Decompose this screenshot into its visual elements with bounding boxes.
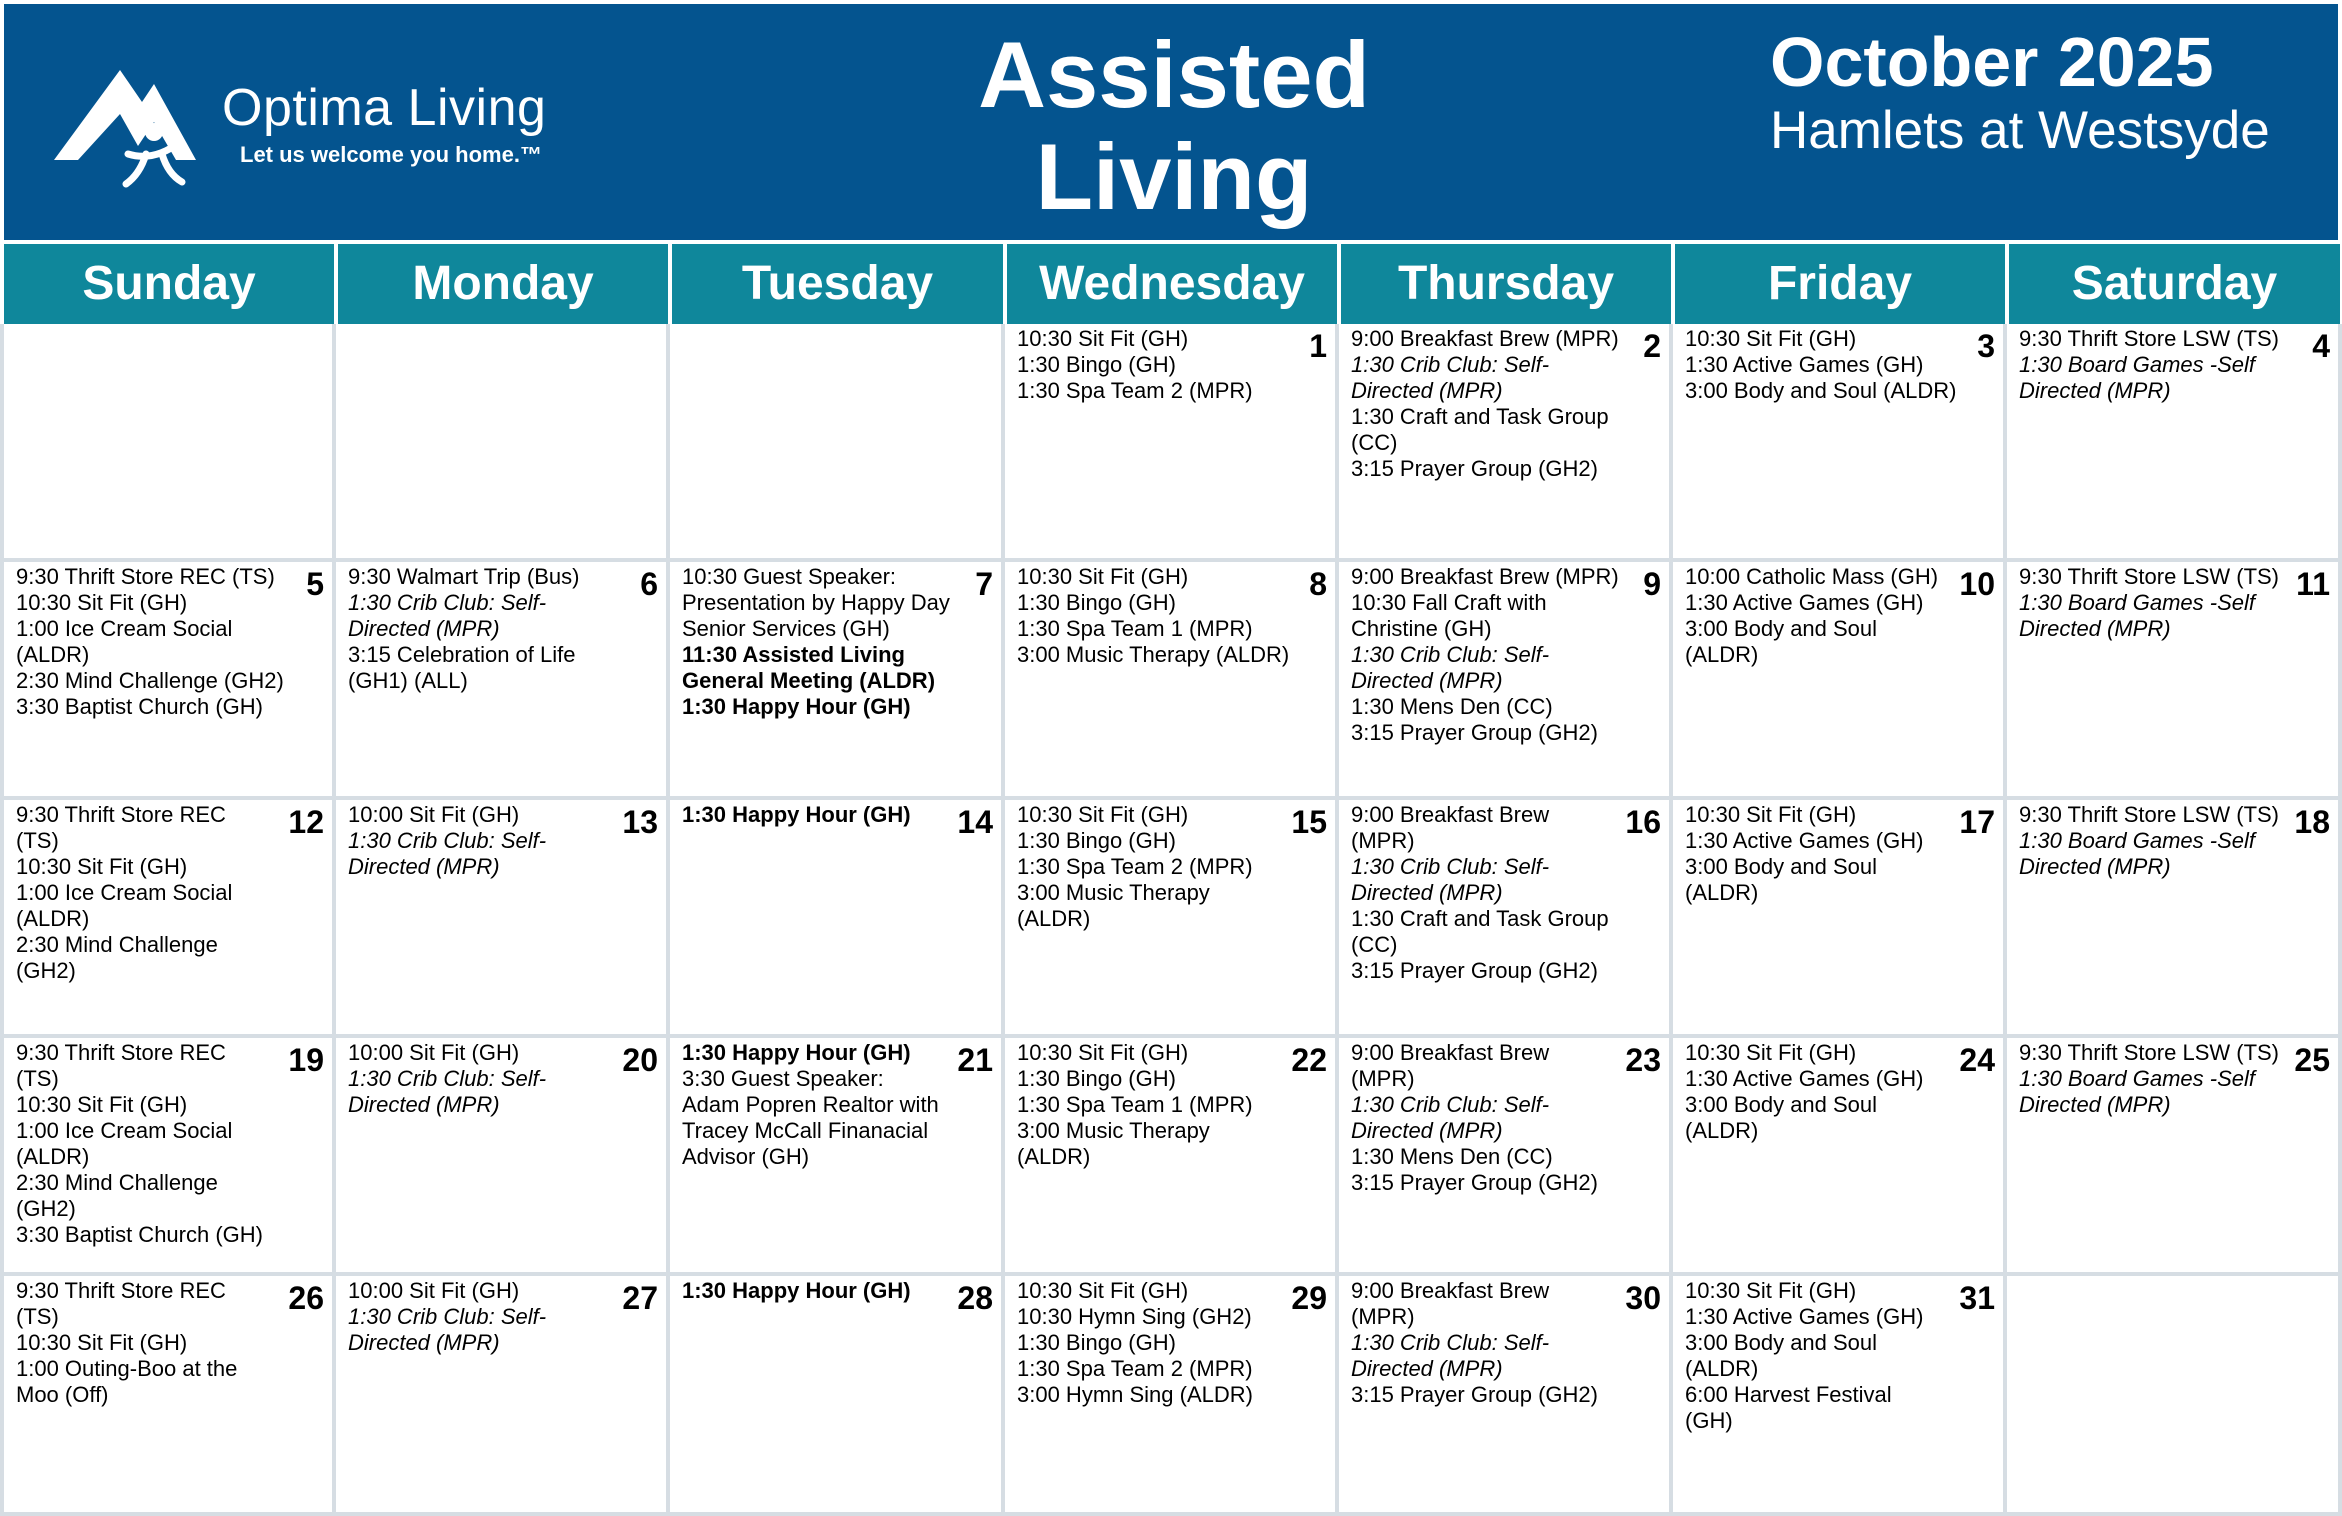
day-cell-4	[2007, 324, 2342, 562]
event-item: 10:30 Sit Fit (GH)	[1017, 326, 1189, 351]
event-item: 10:00 Sit Fit (GH)	[348, 1040, 520, 1065]
event-item: 2:30 Mind Challenge (GH2)	[16, 932, 218, 983]
event-item: 1:00 Ice Cream Social (ALDR)	[16, 1118, 233, 1169]
event-item: 1:30 Crib Club: Self- Directed (MPR)	[348, 1304, 547, 1355]
event-item: 3:00 Body and Soul (ALDR)	[1685, 854, 1878, 905]
day-number: 21	[957, 1042, 993, 1078]
day-cell-5	[0, 562, 336, 800]
event-item: 9:30 Thrift Store REC (TS)	[16, 564, 275, 589]
weekday-header-saturday: Saturday	[2009, 244, 2340, 324]
event-item: 9:00 Breakfast Brew (MPR)	[1351, 1040, 1550, 1091]
day-cell-26	[0, 1276, 336, 1516]
event-item: 1:30 Crib Club: Self- Directed (MPR)	[348, 1066, 547, 1117]
event-item: 1:30 Spa Team 1 (MPR)	[1017, 1092, 1253, 1117]
month-title: October 2025	[1770, 23, 2214, 101]
empty-day-cell	[2007, 1276, 2342, 1516]
day-number: 27	[622, 1280, 658, 1316]
day-number: 4	[2312, 328, 2330, 364]
event-item: 2:30 Mind Challenge (GH2)	[16, 668, 284, 693]
event-item: 3:15 Prayer Group (GH2)	[1351, 456, 1598, 481]
page-title	[874, 24, 1474, 228]
day-number: 6	[640, 566, 658, 602]
event-item: 3:15 Prayer Group (GH2)	[1351, 720, 1598, 745]
event-item: 10:30 Hymn Sing (GH2)	[1017, 1304, 1252, 1329]
event-item: 3:00 Music Therapy (ALDR)	[1017, 1118, 1210, 1169]
event-item: 3:30 Baptist Church (GH)	[16, 694, 263, 719]
event-list	[2019, 802, 2280, 880]
event-item: 10:30 Sit Fit (GH)	[1685, 802, 1857, 827]
weekday-header-monday: Monday	[338, 244, 668, 324]
day-cell-28	[670, 1276, 1005, 1516]
event-list	[1351, 564, 1629, 746]
day-number: 26	[288, 1280, 324, 1316]
day-cell-19	[0, 1038, 336, 1276]
day-number: 20	[622, 1042, 658, 1078]
empty-day-cell	[0, 324, 336, 562]
day-number: 22	[1291, 1042, 1327, 1078]
day-number: 28	[957, 1280, 993, 1316]
event-item: 2:30 Mind Challenge (GH2)	[16, 1170, 218, 1221]
event-item: 1:30 Bingo (GH)	[1017, 828, 1176, 853]
event-item: 10:00 Sit Fit (GH)	[348, 802, 520, 827]
event-list	[16, 1278, 274, 1408]
day-cell-21	[670, 1038, 1005, 1276]
page-title-line1: Assisted	[978, 22, 1370, 127]
event-list	[348, 802, 608, 880]
calendar-header	[4, 4, 2338, 240]
event-item: 1:30 Happy Hour (GH)	[682, 1278, 911, 1303]
event-item: 10:00 Sit Fit (GH)	[348, 1278, 520, 1303]
event-item: 1:30 Board Games -Self Directed (MPR)	[2019, 828, 2256, 879]
day-cell-25	[2007, 1038, 2342, 1276]
empty-day-cell	[336, 324, 670, 562]
day-number: 24	[1959, 1042, 1995, 1078]
weekday-header-sunday: Sunday	[4, 244, 334, 324]
event-list	[1017, 802, 1277, 932]
event-list	[1351, 802, 1611, 984]
event-list	[348, 564, 626, 694]
event-item: 1:30 Crib Club: Self- Directed (MPR)	[1351, 1092, 1550, 1143]
event-list	[1685, 326, 1963, 404]
event-item: 1:30 Bingo (GH)	[1017, 590, 1176, 615]
weekday-header-row	[0, 244, 2342, 324]
day-cell-23	[1339, 1038, 1673, 1276]
event-item: 9:30 Thrift Store REC (TS)	[16, 802, 226, 853]
empty-day-cell	[670, 324, 1005, 562]
event-item: 1:30 Board Games -Self Directed (MPR)	[2019, 352, 2256, 403]
event-item: 9:30 Thrift Store REC (TS)	[16, 1040, 226, 1091]
event-item: 10:30 Guest Speaker: Presentation by Happy Day Senior Services (GH)	[682, 564, 950, 641]
event-item: 1:30 Crib Club: Self- Directed (MPR)	[348, 590, 547, 641]
event-item: 1:30 Crib Club: Self- Directed (MPR)	[1351, 854, 1550, 905]
day-number: 8	[1309, 566, 1327, 602]
event-item: 3:30 Guest Speaker: Adam Popren Realtor with Tracey McCall Finanacial Advisor (GH)	[682, 1066, 939, 1169]
event-item: 11:30 Assisted Living General Meeting (ALDR)	[682, 642, 936, 693]
day-cell-16	[1339, 800, 1673, 1038]
event-item: 1:00 Ice Cream Social (ALDR)	[16, 616, 233, 667]
event-item: 1:30 Bingo (GH)	[1017, 1330, 1176, 1355]
event-item: 9:30 Thrift Store LSW (TS)	[2019, 802, 2280, 827]
event-list	[682, 564, 961, 720]
event-item: 1:30 Active Games (GH)	[1685, 828, 1924, 853]
event-list	[2019, 1040, 2280, 1118]
day-number: 5	[306, 566, 324, 602]
event-item: 9:30 Walmart Trip (Bus)	[348, 564, 580, 589]
event-item: 1:30 Crib Club: Self- Directed (MPR)	[348, 828, 547, 879]
day-number: 14	[957, 804, 993, 840]
event-item: 1:30 Craft and Task Group (CC)	[1351, 404, 1609, 455]
day-cell-27	[336, 1276, 670, 1516]
optima-living-logo-icon	[50, 62, 230, 192]
event-list	[1351, 1278, 1611, 1408]
event-item: 9:30 Thrift Store LSW (TS)	[2019, 326, 2280, 351]
event-item: 1:30 Spa Team 1 (MPR)	[1017, 616, 1253, 641]
event-list	[1351, 1040, 1611, 1196]
day-number: 2	[1643, 328, 1661, 364]
day-cell-18	[2007, 800, 2342, 1038]
event-item: 10:30 Sit Fit (GH)	[1017, 1278, 1189, 1303]
event-item: 10:30 Sit Fit (GH)	[16, 590, 188, 615]
event-item: 1:30 Happy Hour (GH)	[682, 694, 911, 719]
event-item: 1:30 Mens Den (CC)	[1351, 694, 1553, 719]
event-list	[1017, 326, 1295, 404]
day-number: 9	[1643, 566, 1661, 602]
day-number: 3	[1977, 328, 1995, 364]
day-number: 10	[1959, 566, 1995, 602]
event-item: 1:30 Happy Hour (GH)	[682, 1040, 911, 1065]
event-list	[2019, 326, 2298, 404]
day-cell-3	[1673, 324, 2007, 562]
event-list	[682, 1278, 943, 1304]
event-item: 3:00 Hymn Sing (ALDR)	[1017, 1382, 1253, 1407]
event-item: 3:30 Baptist Church (GH)	[16, 1222, 263, 1247]
event-item: 1:30 Mens Den (CC)	[1351, 1144, 1553, 1169]
event-list	[1685, 1278, 1945, 1434]
day-cell-2	[1339, 324, 1673, 562]
event-item: 1:30 Crib Club: Self- Directed (MPR)	[1351, 642, 1550, 693]
event-list	[348, 1278, 608, 1356]
event-list	[348, 1040, 608, 1118]
event-list	[1017, 564, 1295, 668]
event-item: 9:00 Breakfast Brew (MPR)	[1351, 326, 1619, 351]
day-cell-31	[1673, 1276, 2007, 1516]
day-cell-13	[336, 800, 670, 1038]
day-cell-12	[0, 800, 336, 1038]
event-item: 10:30 Fall Craft with Christine (GH)	[1351, 590, 1547, 641]
event-item: 9:30 Thrift Store REC (TS)	[16, 1278, 226, 1329]
day-number: 16	[1625, 804, 1661, 840]
weekday-header-wednesday: Wednesday	[1007, 244, 1337, 324]
event-item: 1:30 Happy Hour (GH)	[682, 802, 911, 827]
event-item: 9:30 Thrift Store LSW (TS)	[2019, 1040, 2280, 1065]
event-item: 3:15 Prayer Group (GH2)	[1351, 958, 1598, 983]
event-item: 1:30 Craft and Task Group (CC)	[1351, 906, 1609, 957]
page-title-line2: Living	[1035, 124, 1313, 229]
event-list	[2019, 564, 2280, 642]
event-item: 9:00 Breakfast Brew (MPR)	[1351, 564, 1619, 589]
day-cell-11	[2007, 562, 2342, 800]
day-number: 23	[1625, 1042, 1661, 1078]
event-item: 10:30 Sit Fit (GH)	[16, 854, 188, 879]
event-item: 1:00 Ice Cream Social (ALDR)	[16, 880, 233, 931]
event-item: 10:30 Sit Fit (GH)	[1017, 802, 1189, 827]
event-list	[1017, 1278, 1277, 1408]
event-item: 10:00 Catholic Mass (GH)	[1685, 564, 1939, 589]
day-number: 31	[1959, 1280, 1995, 1316]
event-item: 3:00 Body and Soul (ALDR)	[1685, 378, 1957, 403]
event-list	[682, 1040, 943, 1170]
day-number: 11	[2296, 566, 2330, 602]
day-cell-9	[1339, 562, 1673, 800]
event-item: 3:15 Celebration of Life (GH1) (ALL)	[348, 642, 576, 693]
event-item: 9:30 Thrift Store LSW (TS)	[2019, 564, 2280, 589]
day-cell-17	[1673, 800, 2007, 1038]
day-cell-29	[1005, 1276, 1339, 1516]
day-number: 19	[288, 1042, 324, 1078]
event-item: 1:30 Board Games -Self Directed (MPR)	[2019, 1066, 2256, 1117]
brand-tagline: Let us welcome you home.™	[240, 142, 542, 167]
day-cell-15	[1005, 800, 1339, 1038]
location-name: Hamlets at Westsyde	[1770, 101, 2270, 160]
event-list	[682, 802, 943, 828]
event-list	[1685, 564, 1945, 668]
event-list	[1685, 1040, 1945, 1144]
event-item: 10:30 Sit Fit (GH)	[1017, 1040, 1189, 1065]
brand-name: Optima Living	[222, 79, 547, 137]
day-number: 7	[975, 566, 993, 602]
event-list	[16, 1040, 274, 1248]
event-item: 1:30 Active Games (GH)	[1685, 590, 1924, 615]
day-cell-20	[336, 1038, 670, 1276]
day-cell-22	[1005, 1038, 1339, 1276]
event-item: 9:00 Breakfast Brew (MPR)	[1351, 802, 1550, 853]
day-number: 18	[2294, 804, 2330, 840]
calendar-grid	[0, 324, 2342, 1516]
day-number: 30	[1625, 1280, 1661, 1316]
event-item: 1:30 Active Games (GH)	[1685, 1304, 1924, 1329]
event-item: 3:15 Prayer Group (GH2)	[1351, 1382, 1598, 1407]
event-item: 10:30 Sit Fit (GH)	[1685, 1278, 1857, 1303]
day-number: 25	[2294, 1042, 2330, 1078]
event-item: 10:30 Sit Fit (GH)	[1685, 326, 1857, 351]
day-cell-14	[670, 800, 1005, 1038]
day-cell-10	[1673, 562, 2007, 800]
event-item: 1:30 Active Games (GH)	[1685, 1066, 1924, 1091]
day-cell-8	[1005, 562, 1339, 800]
event-item: 10:30 Sit Fit (GH)	[1685, 1040, 1857, 1065]
day-number: 29	[1291, 1280, 1327, 1316]
day-number: 15	[1291, 804, 1327, 840]
event-item: 10:30 Sit Fit (GH)	[1017, 564, 1189, 589]
event-item: 10:30 Sit Fit (GH)	[16, 1330, 188, 1355]
weekday-header-thursday: Thursday	[1341, 244, 1671, 324]
day-cell-24	[1673, 1038, 2007, 1276]
event-item: 3:00 Body and Soul (ALDR)	[1685, 1092, 1878, 1143]
day-number: 17	[1959, 804, 1995, 840]
event-item: 1:30 Bingo (GH)	[1017, 1066, 1176, 1091]
event-item: 1:30 Crib Club: Self- Directed (MPR)	[1351, 1330, 1550, 1381]
weekday-header-friday: Friday	[1675, 244, 2005, 324]
event-list	[1351, 326, 1629, 482]
day-cell-1	[1005, 324, 1339, 562]
event-list	[16, 564, 292, 720]
day-cell-6	[336, 562, 670, 800]
event-item: 3:00 Body and Soul (ALDR)	[1685, 616, 1878, 667]
event-item: 3:15 Prayer Group (GH2)	[1351, 1170, 1598, 1195]
event-item: 3:00 Music Therapy (ALDR)	[1017, 880, 1210, 931]
event-item: 6:00 Harvest Festival (GH)	[1685, 1382, 1892, 1433]
day-number: 12	[288, 804, 324, 840]
event-item: 1:30 Board Games -Self Directed (MPR)	[2019, 590, 2256, 641]
day-number: 1	[1309, 328, 1327, 364]
day-cell-7	[670, 562, 1005, 800]
event-list	[16, 802, 274, 984]
event-item: 9:00 Breakfast Brew (MPR)	[1351, 1278, 1550, 1329]
event-item: 1:00 Outing-Boo at the Moo (Off)	[16, 1356, 238, 1407]
event-item: 1:30 Bingo (GH)	[1017, 352, 1176, 377]
event-item: 1:30 Crib Club: Self- Directed (MPR)	[1351, 352, 1550, 403]
weekday-header-tuesday: Tuesday	[672, 244, 1003, 324]
event-item: 1:30 Spa Team 2 (MPR)	[1017, 378, 1253, 403]
event-item: 3:00 Music Therapy (ALDR)	[1017, 642, 1290, 667]
event-item: 3:00 Body and Soul (ALDR)	[1685, 1330, 1878, 1381]
event-list	[1017, 1040, 1277, 1170]
event-item: 1:30 Spa Team 2 (MPR)	[1017, 854, 1253, 879]
event-list	[1685, 802, 1945, 906]
event-item: 1:30 Spa Team 2 (MPR)	[1017, 1356, 1253, 1381]
event-item: 1:30 Active Games (GH)	[1685, 352, 1924, 377]
day-number: 13	[622, 804, 658, 840]
day-cell-30	[1339, 1276, 1673, 1516]
event-item: 10:30 Sit Fit (GH)	[16, 1092, 188, 1117]
